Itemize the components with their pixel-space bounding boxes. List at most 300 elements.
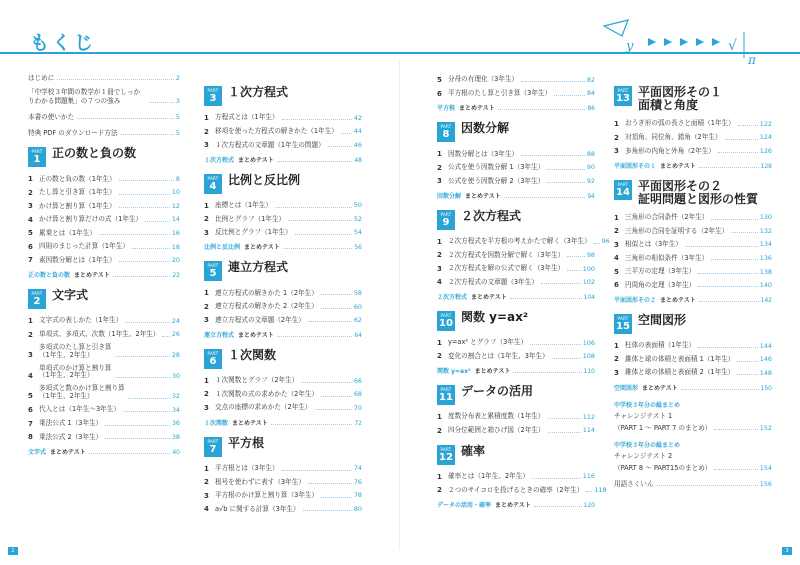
toc-item[interactable]: [614, 281, 772, 289]
toc-column-4: [614, 76, 772, 494]
toc-item[interactable]: [614, 254, 772, 262]
leader-dots: [699, 167, 759, 168]
toc-item[interactable]: [204, 505, 362, 513]
item-number: 3: [28, 351, 33, 360]
part-title[interactable]: [638, 86, 722, 112]
summary-test-label: 比例と反比例: [204, 244, 241, 252]
part-title[interactable]: [461, 385, 533, 398]
summary-test-link[interactable]: [204, 418, 362, 427]
part-section: [437, 311, 595, 375]
leader-dots: [534, 506, 582, 507]
summary-test-page: 48: [354, 156, 362, 164]
item-text: 文字式の表しかた（1年生）: [39, 316, 123, 325]
part-badge: [437, 385, 455, 405]
item-page: 106: [582, 338, 595, 347]
summary-test-link[interactable]: [614, 383, 772, 392]
toc-intro-item[interactable]: 本書の使いかた 5: [28, 113, 180, 122]
part-number: 5: [209, 268, 217, 280]
toc-item[interactable]: [28, 344, 180, 359]
leader-dots: [321, 294, 352, 295]
item-page: 116: [582, 472, 595, 481]
toc-item[interactable]: [614, 214, 772, 222]
item-page: 18: [171, 242, 180, 251]
item-text-line2: （1年生、2年生）: [39, 391, 94, 400]
item-text: かけ算と割り算（1年生）: [39, 201, 116, 210]
summary-test-page: 40: [172, 448, 180, 456]
part-badge: [204, 174, 222, 194]
item-page: 92: [586, 176, 595, 185]
svg-text:√: √: [728, 38, 737, 54]
leader-dots: [277, 161, 353, 162]
item-page: 28: [171, 350, 180, 359]
item-text: 乗法公式 1（3年生）: [39, 419, 103, 428]
toc-item[interactable]: [204, 229, 362, 237]
toc-item[interactable]: [614, 268, 772, 276]
part-badge-label: PART: [207, 438, 219, 444]
toc-item[interactable]: [437, 339, 595, 347]
toc-item[interactable]: [614, 342, 772, 350]
part-title[interactable]: [228, 261, 288, 274]
part-number: 4: [209, 180, 217, 192]
leader-dots: [123, 411, 170, 412]
summary-test-link[interactable]: [28, 270, 180, 279]
item-page: 66: [353, 376, 362, 385]
part-title-text: 平方根: [228, 435, 265, 450]
toc-item[interactable]: [28, 243, 180, 251]
item-number: 1: [204, 464, 209, 473]
toc-intro-item[interactable]: 「中学校３年間の数学が１冊でしっかりわかる問題集」の７つの強み 3: [28, 88, 180, 106]
toc-item[interactable]: [28, 216, 180, 224]
toc-item[interactable]: [28, 331, 180, 339]
item-number: 2: [204, 215, 209, 224]
toc-item[interactable]: [437, 164, 595, 172]
leader-dots: [698, 273, 758, 274]
item-text: 平方根のたし算と引き算（3年生）: [448, 89, 552, 98]
leader-dots: [698, 347, 758, 348]
item-page: 42: [353, 113, 362, 122]
toc-item[interactable]: [437, 413, 595, 421]
summary-test-suffix: まとめテスト: [471, 293, 507, 301]
toc-item[interactable]: [437, 265, 595, 273]
part-badge: [204, 437, 222, 457]
toc-item[interactable]: [204, 215, 362, 223]
part-title[interactable]: [638, 314, 686, 327]
toc-item[interactable]: [28, 202, 180, 210]
summary-test-link[interactable]: [28, 447, 180, 456]
item-page: 90: [586, 163, 595, 172]
summary-test-suffix: まとめテスト: [238, 331, 274, 339]
toc-item[interactable]: [204, 478, 362, 486]
math-decoration: [598, 14, 788, 66]
item-number: 5: [28, 392, 33, 401]
part-title-text: 比例と反比例: [228, 172, 301, 187]
part-number: 6: [209, 355, 217, 367]
item-page: 78: [353, 491, 362, 500]
part-title-text: １次関数: [228, 347, 277, 362]
item-text: 移項を使った方程式の解きかた（1年生）: [215, 127, 338, 136]
summary-test-page: 110: [583, 368, 595, 376]
toc-item[interactable]: [204, 303, 362, 311]
leader-dots: [594, 243, 600, 244]
toc-item[interactable]: [28, 433, 180, 441]
toc-item[interactable]: [437, 150, 595, 158]
item-number: 1: [437, 472, 442, 481]
part-title-text: 関数 y=ax²: [461, 309, 529, 324]
part-number: 7: [209, 443, 217, 455]
leader-dots: [162, 336, 169, 337]
item-number: 2: [437, 486, 442, 495]
part-title[interactable]: [461, 445, 485, 458]
summary-test-suffix: まとめテスト: [660, 296, 696, 304]
summary-test-link[interactable]: [204, 330, 362, 339]
item-number: 6: [28, 242, 33, 251]
part-title-text: １次方程式: [228, 85, 289, 99]
part-title[interactable]: [228, 86, 288, 99]
summary-test-suffix: まとめテスト: [238, 156, 274, 164]
toc-item[interactable]: [614, 147, 772, 155]
item-page: 12: [171, 201, 180, 210]
left-page-number: 2: [8, 547, 18, 555]
item-page: 68: [353, 390, 362, 399]
summary-test-link[interactable]: [204, 242, 362, 251]
part-title-text: 平面図形その２: [638, 178, 723, 193]
item-page: 118: [594, 485, 607, 494]
item-page: 146: [759, 355, 772, 364]
summary-test-page: 142: [760, 296, 772, 304]
item-page: 112: [582, 412, 595, 421]
item-page: 58: [353, 288, 362, 297]
summary-test-link[interactable]: [614, 161, 772, 170]
toc-item[interactable]: [614, 134, 772, 142]
item-text: 方程式とは（1年生）: [215, 113, 279, 122]
part-title[interactable]: [461, 122, 509, 135]
leader-dots: [699, 301, 759, 302]
item-text: 多角形の内角と外角（2年生）: [625, 146, 715, 155]
part-title-text: データの活用: [461, 384, 534, 399]
challenge-test-1-range[interactable]: （PART 1 〜 PART 7 のまとめ） 152: [614, 423, 772, 432]
toc-item[interactable]: [204, 404, 362, 412]
summary-test-label: 正の数と負の数: [28, 271, 71, 279]
item-page: 54: [353, 228, 362, 237]
item-text: 根号を使わずに表す（3年生）: [215, 477, 305, 486]
item-page: 126: [759, 146, 772, 155]
leader-dots: [271, 424, 353, 425]
part-title-text: 文字式: [52, 287, 89, 302]
item-text: 累乗とは（1年生）: [39, 228, 96, 237]
toc-item[interactable]: [28, 406, 180, 414]
leader-dots: [567, 256, 585, 257]
part-section: [437, 208, 610, 301]
item-text: 分母の有理化（3年生）: [448, 75, 519, 84]
summary-test-link[interactable]: [614, 295, 772, 304]
leader-dots: [548, 432, 581, 433]
part-number: 13: [616, 93, 630, 104]
leader-dots: [510, 298, 582, 299]
toc-intro-item[interactable]: はじめに 2: [28, 74, 180, 82]
leader-dots: [308, 483, 352, 484]
summary-test-label: 文字式: [28, 448, 47, 456]
part-number: 14: [616, 186, 630, 198]
summary-test-label: 空間図形: [614, 384, 639, 392]
toc-column-3: [437, 75, 610, 515]
toc-item[interactable]: [437, 278, 595, 286]
item-text: 四則のまじった計算（1年生）: [39, 242, 129, 251]
toc-item[interactable]: [28, 189, 180, 197]
part-title[interactable]: [461, 311, 528, 324]
extra-caption: 中学校３年分の総まとめ: [614, 441, 681, 449]
item-text: たし算と引き算（1年生）: [39, 188, 116, 197]
part-section: [28, 289, 180, 456]
summary-test-suffix: まとめテスト: [74, 271, 110, 279]
item-page: 70: [353, 403, 362, 412]
toc-column-2: [204, 76, 362, 519]
item-page: 10: [171, 188, 180, 197]
summary-test-link[interactable]: [437, 292, 595, 301]
leader-dots: [498, 109, 586, 110]
toc-item[interactable]: [437, 427, 595, 435]
item-page: 62: [353, 316, 362, 325]
item-text: ２次方程式を平方根の考えかたで解く（3年生）: [448, 237, 591, 246]
item-page: 60: [353, 302, 362, 311]
item-number: 2: [28, 188, 33, 197]
leader-dots: [521, 155, 585, 156]
leader-dots: [119, 180, 174, 181]
part-number: 15: [616, 320, 630, 332]
leader-dots: [328, 146, 352, 147]
item-number: 1: [28, 175, 33, 184]
index-entry[interactable]: 用語さくいん 156: [614, 479, 772, 488]
part-section: [204, 349, 362, 427]
item-number: 1: [437, 413, 442, 422]
summary-test-suffix: まとめテスト: [642, 384, 678, 392]
toc-item[interactable]: [204, 316, 362, 324]
leader-dots: [99, 234, 170, 235]
toc-item[interactable]: [614, 369, 772, 377]
item-number: 2: [204, 127, 209, 136]
summary-test-label: 連立方程式: [204, 331, 235, 339]
part-header: [28, 147, 180, 167]
item-text: 乗法公式 2（3年生）: [39, 432, 103, 441]
item-number: 1: [437, 150, 442, 159]
item-text: 度数分布表と累積度数（1年生）: [448, 412, 545, 421]
toc-item[interactable]: [28, 256, 180, 264]
item-number: 1: [437, 338, 442, 347]
summary-test-page: 56: [354, 244, 362, 252]
item-page: 124: [759, 133, 772, 142]
item-page: 50: [353, 201, 362, 210]
summary-test-label: 因数分解: [437, 192, 462, 200]
item-number: 2: [437, 426, 442, 435]
summary-test-link[interactable]: [437, 500, 595, 509]
toc-item[interactable]: [437, 251, 595, 259]
item-page: 136: [759, 253, 772, 262]
item-page: 122: [759, 119, 772, 128]
leader-dots: [119, 261, 170, 262]
leader-dots: [552, 358, 581, 359]
part-title[interactable]: [228, 174, 300, 187]
summary-test-suffix: まとめテスト: [50, 448, 86, 456]
part-header: [614, 314, 772, 334]
summary-test-label: １次方程式: [204, 156, 235, 164]
challenge-test-2-title[interactable]: チャレンジテスト 2: [614, 451, 673, 460]
leader-dots: [321, 308, 352, 309]
toc-item[interactable]: [28, 175, 180, 183]
part-title-text: 空間図形: [638, 312, 687, 327]
leader-dots: [132, 248, 170, 249]
part-title[interactable]: [52, 289, 88, 302]
item-page: 30: [171, 371, 180, 380]
item-number: 2: [204, 390, 209, 399]
item-page: 20: [171, 256, 180, 265]
part-badge: [437, 122, 455, 142]
item-number: 4: [204, 505, 209, 514]
item-number: 1: [204, 114, 209, 122]
item-text: 確率とは（1年生、2年生）: [448, 472, 529, 481]
challenge-test-1-title[interactable]: チャレンジテスト 1: [614, 411, 673, 420]
part-header: [437, 311, 595, 331]
part-title[interactable]: [638, 180, 758, 206]
toc-item[interactable]: [28, 420, 180, 428]
part-header: [204, 86, 362, 106]
item-number: 3: [28, 202, 33, 211]
item-number: 2: [437, 163, 442, 172]
leader-dots: [681, 389, 759, 390]
summary-test-link[interactable]: [437, 103, 595, 112]
toc-item[interactable]: [204, 202, 362, 210]
item-page: 134: [759, 240, 772, 249]
part-badge-label: PART: [207, 350, 219, 356]
part-title[interactable]: [228, 437, 264, 450]
part-number: 11: [439, 392, 453, 404]
item-number: 3: [614, 240, 619, 249]
item-text: 錐体と球の体積と表面積 2（1年生）: [625, 368, 735, 377]
summary-test-page: 128: [760, 162, 772, 170]
part-section: [437, 443, 607, 509]
toc-intro-item[interactable]: 特典 PDF のダウンロード方法 5: [28, 129, 180, 138]
part-title[interactable]: [461, 210, 521, 223]
part-title[interactable]: [52, 147, 136, 160]
leader-dots: [530, 344, 581, 345]
leader-dots: [541, 283, 581, 284]
leader-dots: [115, 377, 170, 378]
part-title[interactable]: [228, 349, 276, 362]
summary-test-link[interactable]: [437, 366, 595, 375]
item-number: 7: [28, 419, 33, 428]
part-number: 9: [442, 216, 450, 228]
toc-item[interactable]: [437, 76, 595, 84]
part-title-text: 因数分解: [461, 121, 510, 136]
toc-item[interactable]: [614, 355, 772, 363]
leader-dots: [532, 478, 581, 479]
leader-dots: [128, 398, 170, 399]
part-title-text: 連立方程式: [228, 260, 289, 275]
part-section: [614, 86, 772, 170]
part-header: [437, 210, 595, 230]
challenge-test-2-range[interactable]: （PART 8 〜 PART15のまとめ） 154: [614, 463, 772, 472]
item-number: 1: [614, 120, 619, 128]
part-badge: [614, 180, 632, 200]
leader-dots: [586, 491, 592, 492]
item-text: １次関数とグラフ（2年生）: [215, 376, 299, 385]
leader-dots: [718, 152, 758, 153]
part-header: [28, 289, 180, 309]
toc-item[interactable]: [204, 114, 362, 122]
item-page: 52: [353, 214, 362, 223]
toc-item[interactable]: [204, 128, 362, 136]
item-text: 三角形の相似条件（3年生）: [625, 253, 709, 262]
item-text: 三角形の合同条件（2年生）: [625, 213, 709, 222]
toc-item[interactable]: [614, 120, 772, 128]
item-page: 80: [353, 504, 362, 513]
extra-caption: 中学校３年分の総まとめ: [614, 401, 681, 409]
leader-dots: [113, 276, 171, 277]
toc-item[interactable]: [204, 141, 362, 149]
toc-item[interactable]: [28, 385, 180, 400]
leader-dots: [275, 207, 352, 208]
item-number: 4: [437, 278, 442, 287]
item-number: 4: [614, 254, 619, 263]
item-text: 三平方の定理（3年生）: [625, 267, 696, 276]
toc-item[interactable]: [437, 177, 595, 185]
summary-test-page: 120: [583, 501, 595, 509]
toc-item[interactable]: [28, 229, 180, 237]
leader-dots: [125, 322, 170, 323]
item-number: 3: [204, 491, 209, 500]
item-number: 4: [28, 371, 33, 380]
toc-item[interactable]: [204, 289, 362, 297]
item-page: 36: [171, 419, 180, 428]
item-number: 6: [28, 406, 33, 415]
summary-test-label: データの活用・確率: [437, 501, 492, 509]
toc-item[interactable]: [204, 465, 362, 473]
item-page: 114: [582, 426, 595, 435]
toc-item[interactable]: [28, 365, 180, 380]
item-text: y=ax² とグラフ（3年生）: [448, 338, 528, 347]
toc-item[interactable]: [437, 473, 595, 481]
leader-dots: [711, 259, 757, 260]
toc-item[interactable]: [437, 352, 595, 360]
leader-dots: [321, 396, 352, 397]
item-number: 6: [614, 281, 619, 290]
part-section: [28, 147, 180, 279]
toc-item[interactable]: [437, 237, 610, 246]
toc-item[interactable]: [204, 377, 362, 385]
toc-item[interactable]: [204, 492, 362, 500]
toc-item[interactable]: [204, 390, 362, 398]
item-text: 錐体と球の体積と表面積 1（1年生）: [625, 354, 735, 363]
item-number: 3: [204, 228, 209, 237]
leader-dots: [521, 81, 585, 82]
extras: [614, 400, 772, 488]
part-badge: [28, 289, 46, 309]
part-badge-label: PART: [617, 88, 629, 93]
item-text: ２次方程式を解の公式で解く（3年生）: [448, 264, 565, 273]
toc-item[interactable]: [437, 485, 607, 495]
summary-test-link[interactable]: [204, 155, 362, 164]
summary-test-link[interactable]: [437, 191, 595, 200]
toc-item[interactable]: [28, 317, 180, 325]
item-number: 2: [437, 352, 442, 361]
toc-item[interactable]: [614, 227, 772, 235]
toc-item[interactable]: [437, 90, 595, 98]
leader-dots: [119, 207, 170, 208]
part-badge: [437, 210, 455, 230]
item-number: 5: [614, 267, 619, 276]
leader-dots: [282, 470, 352, 471]
toc-item[interactable]: [614, 241, 772, 249]
part-header: [437, 122, 595, 142]
item-number: 5: [28, 229, 33, 238]
